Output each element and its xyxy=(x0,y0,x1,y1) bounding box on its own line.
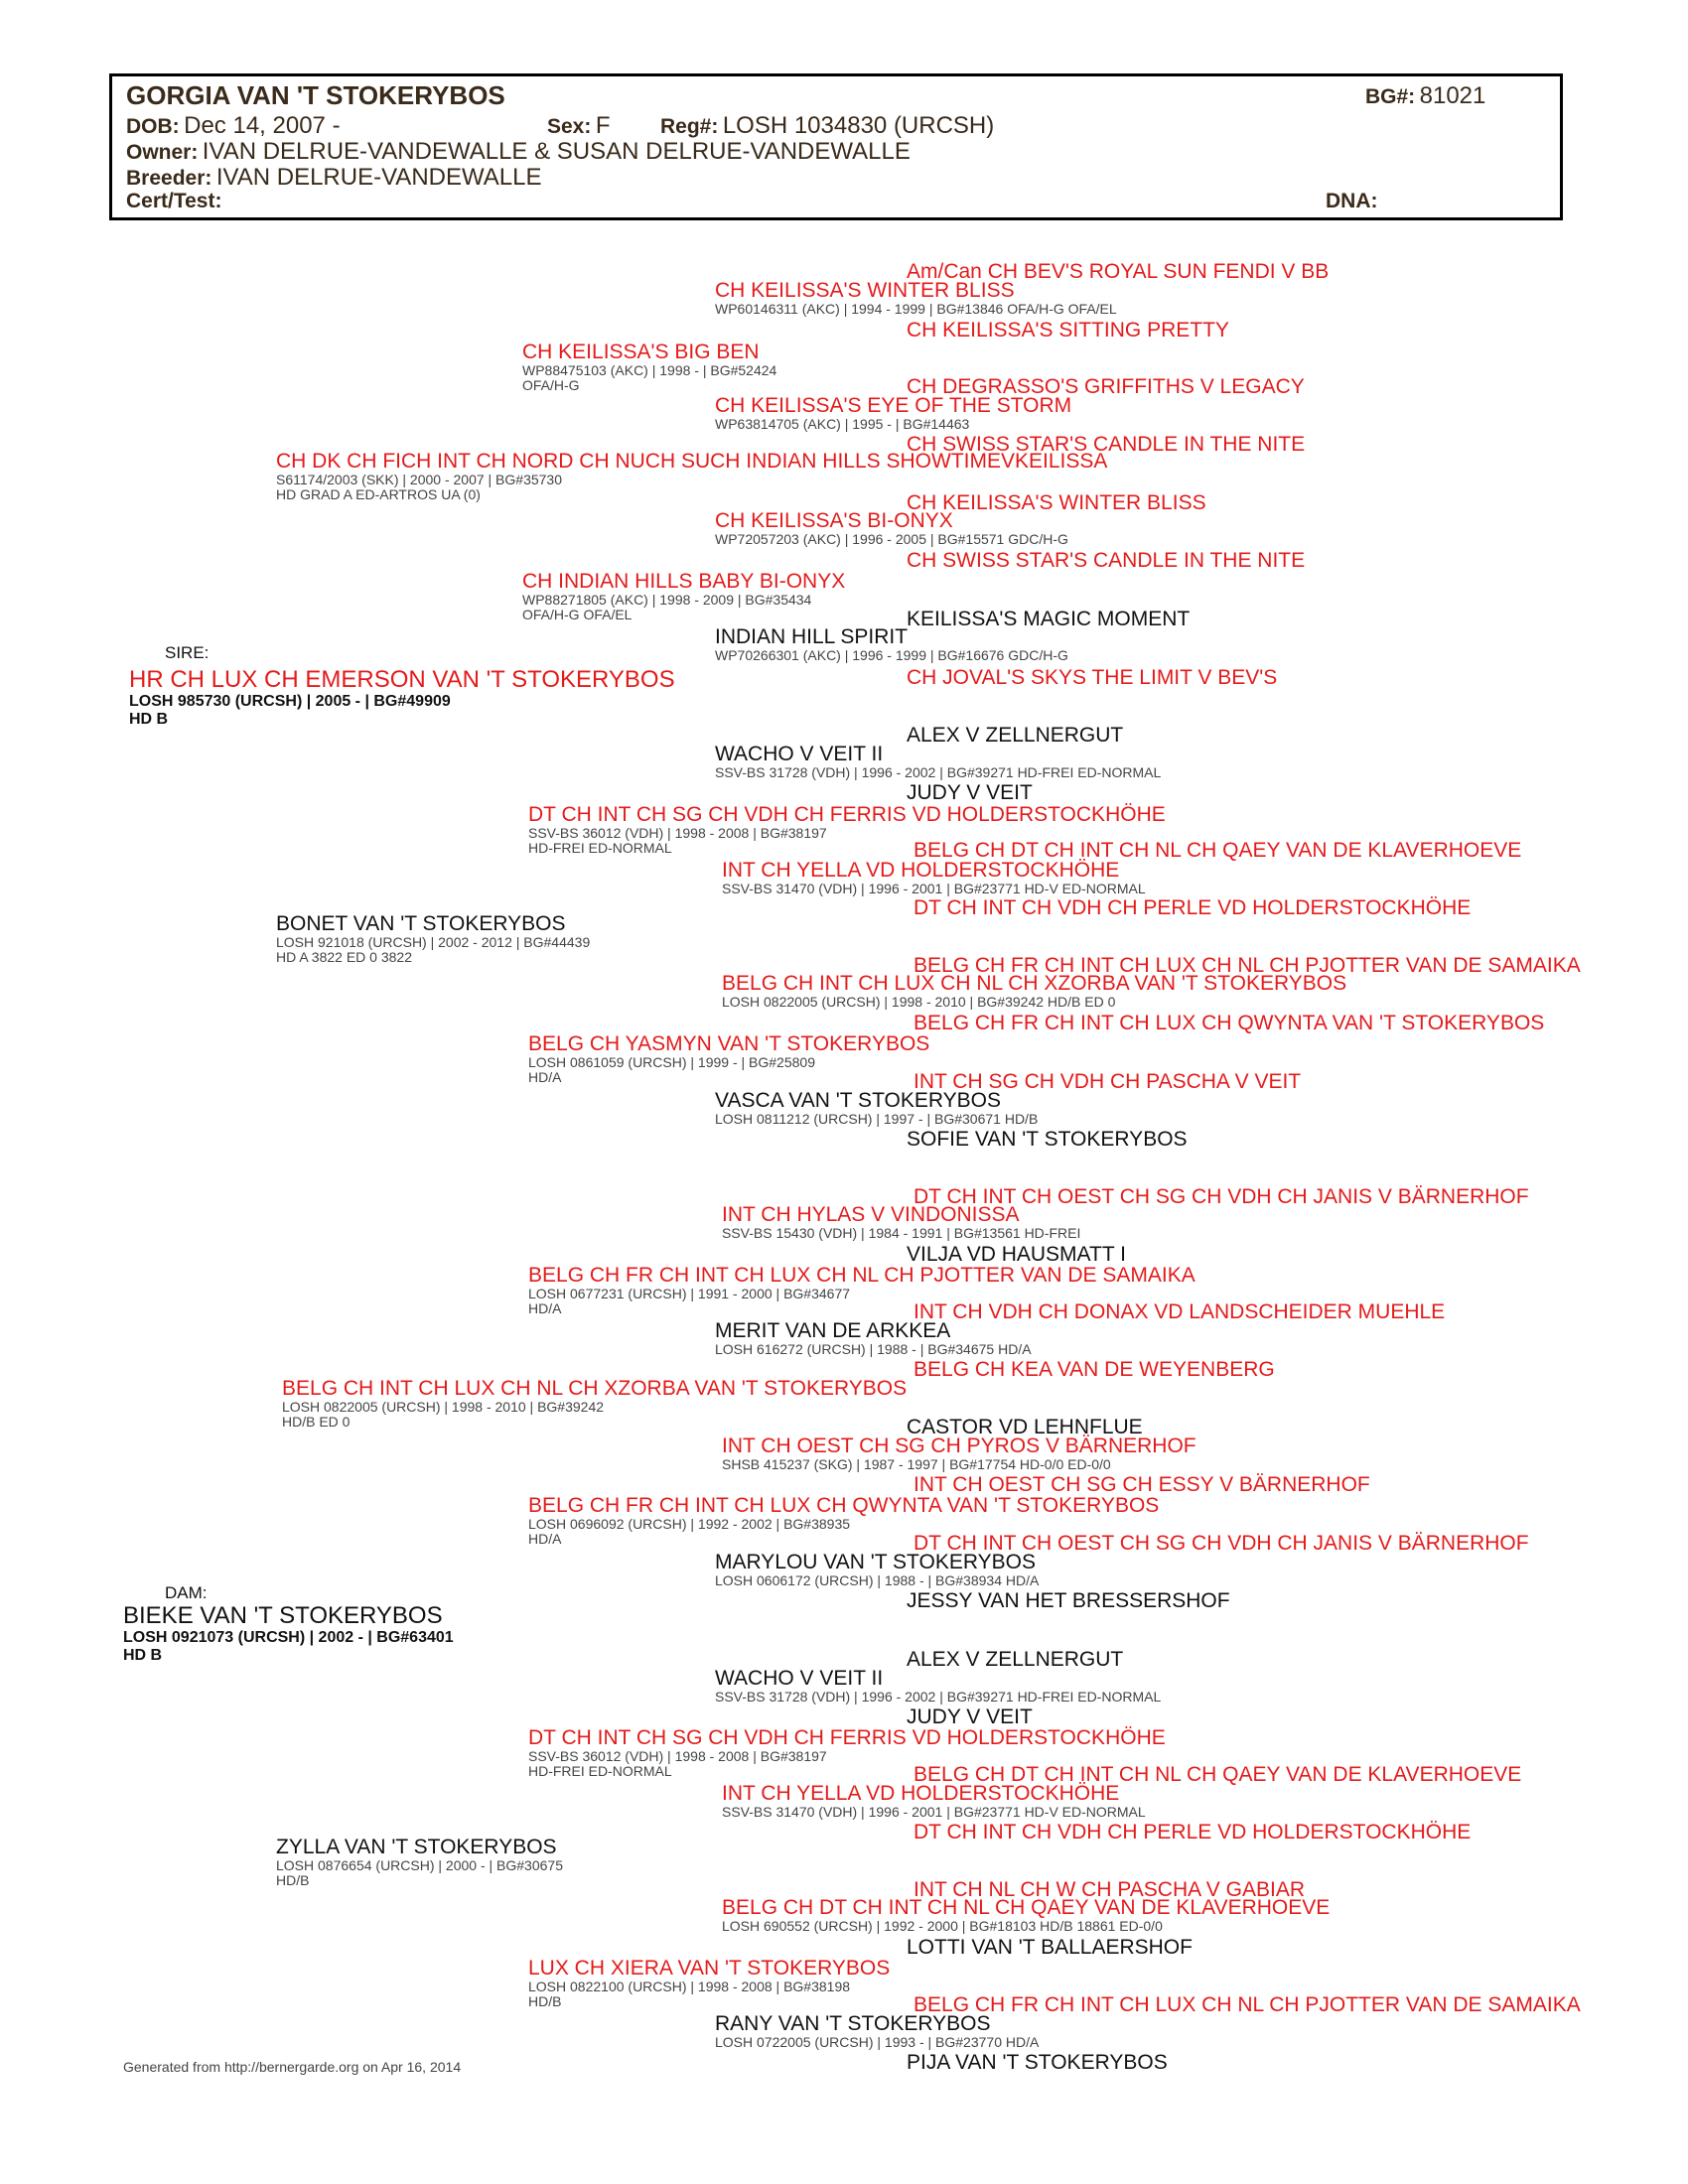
dog-details: LOSH 0822005 (URCSH) | 1998 - 2010 | BG#39242 xyxy=(282,1399,605,1415)
dog-name-link[interactable]: MERIT VAN DE ARKKEA xyxy=(715,1319,951,1342)
pedigree-entry xyxy=(907,2052,1168,2074)
dog-name-link[interactable]: CH KEILISSA'S BIG BEN xyxy=(522,341,760,363)
dog-name: GORGIA VAN 'T STOKERYBOS xyxy=(126,80,505,110)
dog-name-link[interactable]: INT CH OEST CH SG CH ESSY V BÄRNERHOF xyxy=(914,1473,1370,1496)
pedigree-entry xyxy=(722,1204,1080,1241)
dog-details: HD GRAD A ED-ARTROS UA (0) xyxy=(276,486,481,502)
pedigree-entry xyxy=(715,1090,1038,1127)
dog-name-link[interactable]: WACHO V VEIT II xyxy=(715,1667,884,1690)
dog-details: HD/A xyxy=(528,1069,562,1085)
dog-details: LOSH 0722005 (URCSH) | 1993 - | BG#23770 HD/A xyxy=(715,2034,1040,2050)
pedigree-entry xyxy=(715,744,1161,780)
dog-details: LOSH 0696092 (URCSH) | 1992 - 2002 | BG#38935 xyxy=(528,1516,851,1532)
dog-details: SSV-BS 31470 (VDH) | 1996 - 2001 | BG#23771 HD-V ED-NORMAL xyxy=(722,1804,1146,1820)
dog-name-link[interactable]: CH KEILISSA'S SITTING PRETTY xyxy=(907,319,1229,341)
pedigree-entry xyxy=(715,1552,1039,1588)
dog-name-link[interactable]: DT CH INT CH VDH CH PERLE VD HOLDERSTOCKHÖHE xyxy=(914,896,1472,919)
dog-details: OFA/H-G OFA/EL xyxy=(522,607,633,622)
pedigree-entry xyxy=(528,1958,890,2009)
dog-details: HD/A xyxy=(528,1300,562,1316)
dog-details: SSV-BS 31470 (VDH) | 1996 - 2001 | BG#23771 HD-V ED-NORMAL xyxy=(722,881,1146,896)
pedigree-entry xyxy=(715,395,1071,432)
dog-name-link[interactable]: SOFIE VAN 'T STOKERYBOS xyxy=(907,1128,1188,1151)
dog-name-link[interactable]: INT CH YELLA VD HOLDERSTOCKHÖHE xyxy=(722,859,1120,882)
dog-name-link[interactable]: BELG CH FR CH INT CH LUX CH QWYNTA VAN 'T STOKERYBOS xyxy=(528,1494,1160,1517)
dog-name-link[interactable]: BELG CH KEA VAN DE WEYENBERG xyxy=(914,1358,1275,1381)
cert-label: Cert/Test: xyxy=(126,190,222,212)
pedigree-entry xyxy=(522,571,845,622)
dog-name-link[interactable]: BELG CH DT CH INT CH NL CH QAEY VAN DE KLAVERHOEVE xyxy=(914,839,1522,862)
dog-name-link[interactable]: DT CH INT CH SG CH VDH CH FERRIS VD HOLDERSTOCKHÖHE xyxy=(528,803,1166,826)
owner-value: IVAN DELRUE-VANDEWALLE & SUSAN DELRUE-VANDEWALLE xyxy=(202,138,911,165)
dog-name-link[interactable]: INT CH OEST CH SG CH PYROS V BÄRNERHOF xyxy=(722,1434,1196,1457)
reg-label: Reg#: xyxy=(660,115,719,138)
dog-name-link[interactable]: JUDY V VEIT xyxy=(907,781,1033,804)
pedigree-entry xyxy=(715,2013,1039,2050)
pedigree-entry xyxy=(907,1129,1188,1151)
dam-label: DAM: xyxy=(165,1583,208,1602)
dog-name-link[interactable]: CH KEILISSA'S WINTER BLISS xyxy=(715,279,1015,302)
dog-name-link[interactable]: BONET VAN 'T STOKERYBOS xyxy=(276,912,566,935)
dog-details: SSV-BS 36012 (VDH) | 1998 - 2008 | BG#38197 xyxy=(528,1748,827,1764)
dog-details: HD A 3822 ED 0 3822 xyxy=(276,949,412,965)
reg-value: LOSH 1034830 (URCSH) xyxy=(722,112,995,139)
dob-value: Dec 14, 2007 - xyxy=(184,112,341,139)
dog-name-link[interactable]: KEILISSA'S MAGIC MOMENT xyxy=(907,608,1191,630)
dog-details: WP70266301 (AKC) | 1996 - 1999 | BG#16676 GDC/H-G xyxy=(715,647,1068,663)
dog-name-link[interactable]: DT CH INT CH VDH CH PERLE VD HOLDERSTOCKHÖHE xyxy=(914,1821,1472,1843)
dog-details: HD-FREI ED-NORMAL xyxy=(528,1763,672,1779)
footer-note: Generated from http://bernergarde.org on Apr 16, 2014 xyxy=(123,2059,462,2075)
dog-name-link[interactable]: CH INDIAN HILLS BABY BI-ONYX xyxy=(522,570,846,593)
pedigree-entry xyxy=(722,1783,1146,1820)
dog-name-link[interactable]: RANY VAN 'T STOKERYBOS xyxy=(715,2012,991,2035)
dog-name-link[interactable]: CH DEGRASSO'S GRIFFITHS V LEGACY xyxy=(907,375,1305,398)
dog-name-link[interactable]: JUDY V VEIT xyxy=(907,1706,1033,1728)
dog-details: HD/A xyxy=(528,1531,562,1547)
dog-details: HD B xyxy=(129,711,169,728)
dog-details: SSV-BS 15430 (VDH) | 1984 - 1991 | BG#13561 HD-FREI xyxy=(722,1225,1081,1241)
dog-name-link[interactable]: DT CH INT CH SG CH VDH CH FERRIS VD HOLDERSTOCKHÖHE xyxy=(528,1726,1166,1749)
dog-name-link[interactable]: LUX CH XIERA VAN 'T STOKERYBOS xyxy=(528,1957,891,1979)
dog-details: HD/B ED 0 xyxy=(282,1414,351,1430)
pedigree-entry xyxy=(528,1033,929,1085)
dog-name-link[interactable]: BIEKE VAN 'T STOKERYBOS xyxy=(123,1602,443,1629)
pedigree-entry xyxy=(914,1474,1370,1496)
dog-details: LOSH 985730 (URCSH) | 2005 - | BG#49909 xyxy=(129,693,451,710)
bg-label: BG#: xyxy=(1365,85,1416,108)
pedigree-entry xyxy=(907,782,1033,804)
pedigree-entry xyxy=(907,1244,1126,1266)
dog-details: LOSH 921018 (URCSH) | 2002 - 2012 | BG#44439 xyxy=(276,934,591,950)
dog-details: WP88271805 (AKC) | 1998 - 2009 | BG#35434 xyxy=(522,592,812,608)
dog-name-link[interactable]: VILJA VD HAUSMATT I xyxy=(907,1243,1126,1266)
dog-name-link[interactable]: INT CH VDH CH DONAX VD LANDSCHEIDER MUEHLE xyxy=(914,1300,1446,1323)
dog-name-link[interactable]: BELG CH YASMYN VAN 'T STOKERYBOS xyxy=(528,1032,930,1055)
dog-name-link[interactable]: CH KEILISSA'S BI-ONYX xyxy=(715,509,953,532)
pedigree-entry xyxy=(282,1378,907,1430)
dog-details: HD-FREI ED-NORMAL xyxy=(528,840,672,856)
dog-details: LOSH 0606172 (URCSH) | 1988 - | BG#38934 HD/A xyxy=(715,1572,1040,1588)
pedigree-entry xyxy=(123,1603,454,1665)
dog-name-link[interactable]: INT CH NL CH W CH PASCHA V GABIAR xyxy=(914,1878,1306,1901)
pedigree-entry xyxy=(907,550,1305,572)
pedigree-entry xyxy=(914,1822,1471,1843)
dog-details: HD B xyxy=(123,1647,163,1664)
dog-name-link[interactable]: JESSY VAN HET BRESSERSHOF xyxy=(907,1589,1230,1612)
dog-name-link[interactable]: BELG CH INT CH LUX CH NL CH XZORBA VAN 'T STOKERYBOS xyxy=(722,972,1347,995)
dog-name-link[interactable]: CH KEILISSA'S EYE OF THE STORM xyxy=(715,394,1072,417)
dog-details: LOSH 0811212 (URCSH) | 1997 - | BG#30671 HD/B xyxy=(715,1111,1039,1127)
pedigree-entry xyxy=(129,667,675,729)
dog-details: SSV-BS 31728 (VDH) | 1996 - 2002 | BG#39271 HD-FREI ED-NORMAL xyxy=(715,764,1162,780)
dog-details: SHSB 415237 (SKG) | 1987 - 1997 | BG#17754 HD-0/0 ED-0/0 xyxy=(722,1456,1111,1472)
breeder-value: IVAN DELRUE-VANDEWALLE xyxy=(215,164,542,191)
dog-name-link[interactable]: BELG CH INT CH LUX CH NL CH XZORBA VAN 'T STOKERYBOS xyxy=(282,1377,908,1400)
pedigree-entry xyxy=(715,626,1068,663)
dog-name-link[interactable]: WACHO V VEIT II xyxy=(715,743,884,765)
pedigree-entry xyxy=(715,510,1068,547)
pedigree-entry xyxy=(276,913,590,965)
dog-name-link[interactable]: PIJA VAN 'T STOKERYBOS xyxy=(907,2051,1168,2074)
pedigree-entry xyxy=(914,1013,1544,1034)
dog-name-link[interactable]: BELG CH FR CH INT CH LUX CH NL CH PJOTTER VAN DE SAMAIKA xyxy=(914,1993,1581,2016)
pedigree-entry xyxy=(914,1359,1275,1381)
breeder-label: Breeder: xyxy=(126,167,212,190)
dog-details: OFA/H-G xyxy=(522,377,580,393)
dog-name-link[interactable]: CH KEILISSA'S WINTER BLISS xyxy=(907,491,1206,514)
pedigree-entry xyxy=(907,1706,1033,1728)
dog-name-link[interactable]: MARYLOU VAN 'T STOKERYBOS xyxy=(715,1551,1036,1573)
dog-details: LOSH 0822005 (URCSH) | 1998 - 2010 | BG#39242 HD/B ED 0 xyxy=(722,994,1116,1010)
dog-details: LOSH 0876654 (URCSH) | 2000 - | BG#30675 xyxy=(276,1857,563,1873)
sex-label: Sex: xyxy=(547,115,592,138)
pedigree-entry xyxy=(907,1590,1230,1612)
sire-label: SIRE: xyxy=(165,643,210,662)
dog-name-link[interactable]: BELG CH FR CH INT CH LUX CH NL CH PJOTTER VAN DE SAMAIKA xyxy=(914,954,1581,977)
dog-name-link[interactable]: INT CH SG CH VDH CH PASCHA V VEIT xyxy=(914,1070,1302,1093)
dog-details: WP72057203 (AKC) | 1996 - 2005 | BG#15571 GDC/H-G xyxy=(715,531,1068,547)
dog-name-link[interactable]: INDIAN HILL SPIRIT xyxy=(715,625,909,648)
pedigree-entry xyxy=(276,1837,563,1888)
pedigree-entry xyxy=(907,667,1277,689)
dog-name-link[interactable]: ALEX V ZELLNERGUT xyxy=(907,1648,1124,1671)
pedigree-entry xyxy=(907,320,1229,341)
dna-label: DNA: xyxy=(1326,190,1378,212)
dog-name-link[interactable]: CH DK CH FICH INT CH NORD CH NUCH SUCH INDIAN HILLS SHOWTIMEVKEILISSA xyxy=(276,450,1108,473)
pedigree-entry xyxy=(722,1897,1330,1934)
dog-name-link[interactable]: BELG CH DT CH INT CH NL CH QAEY VAN DE KLAVERHOEVE xyxy=(722,1896,1331,1919)
dog-name-link[interactable]: DT CH INT CH OEST CH SG CH VDH CH JANIS V BÄRNERHOF xyxy=(914,1185,1529,1208)
sex-value: F xyxy=(595,112,611,139)
dog-details: LOSH 690552 (URCSH) | 1992 - 2000 | BG#18103 HD/B 18861 ED-0/0 xyxy=(722,1918,1163,1934)
dog-details: SSV-BS 36012 (VDH) | 1998 - 2008 | BG#38197 xyxy=(528,825,827,841)
dog-details: WP60146311 (AKC) | 1994 - 1999 | BG#13846 OFA/H-G OFA/EL xyxy=(715,301,1117,317)
dog-name-link[interactable]: INT CH YELLA VD HOLDERSTOCKHÖHE xyxy=(722,1782,1120,1805)
dog-details: WP63814705 (AKC) | 1995 - | BG#14463 xyxy=(715,416,970,432)
dog-details: LOSH 0921073 (URCSH) | 2002 - | BG#63401 xyxy=(123,1629,454,1646)
dog-name-link[interactable]: ZYLLA VAN 'T STOKERYBOS xyxy=(276,1836,557,1858)
pedigree-entry xyxy=(715,1668,1161,1705)
dog-details: SSV-BS 31728 (VDH) | 1996 - 2002 | BG#39271 HD-FREI ED-NORMAL xyxy=(715,1689,1162,1705)
dog-name-link[interactable]: CASTOR VD LEHNFLUE xyxy=(907,1416,1143,1438)
pedigree-entry xyxy=(715,280,1117,317)
dog-name-link[interactable]: DT CH INT CH OEST CH SG CH VDH CH JANIS V BÄRNERHOF xyxy=(914,1532,1529,1555)
pedigree-entry xyxy=(722,860,1146,896)
dog-name-link[interactable]: CH SWISS STAR'S CANDLE IN THE NITE xyxy=(907,433,1306,456)
pedigree-entry xyxy=(914,897,1471,919)
dog-details: LOSH 616272 (URCSH) | 1988 - | BG#34675 HD/A xyxy=(715,1341,1032,1357)
dog-name-link[interactable]: HR CH LUX CH EMERSON VAN 'T STOKERYBOS xyxy=(129,666,675,693)
pedigree-entry xyxy=(715,1320,1032,1357)
owner-label: Owner: xyxy=(126,141,199,164)
dog-name-link[interactable]: INT CH HYLAS V VINDONISSA xyxy=(722,1203,1020,1226)
dog-name-link[interactable]: VASCA VAN 'T STOKERYBOS xyxy=(715,1089,1002,1112)
pedigree-entry xyxy=(722,973,1346,1010)
dog-details: HD/B xyxy=(528,1993,562,2009)
dog-name-link[interactable]: Am/Can CH BEV'S ROYAL SUN FENDI V BB xyxy=(907,260,1330,283)
bg-value: 81021 xyxy=(1419,82,1486,109)
dog-name-link[interactable]: CH SWISS STAR'S CANDLE IN THE NITE xyxy=(907,549,1306,572)
dog-name-link[interactable]: BELG CH FR CH INT CH LUX CH NL CH PJOTTER VAN DE SAMAIKA xyxy=(528,1264,1196,1287)
dob-label: DOB: xyxy=(126,115,180,138)
pedigree-entry xyxy=(907,1937,1193,1959)
dog-name-link[interactable]: BELG CH DT CH INT CH NL CH QAEY VAN DE KLAVERHOEVE xyxy=(914,1763,1522,1786)
dog-details: HD/B xyxy=(276,1872,310,1888)
dog-name-link[interactable]: BELG CH FR CH INT CH LUX CH QWYNTA VAN 'T STOKERYBOS xyxy=(914,1012,1545,1034)
dog-details: LOSH 0861059 (URCSH) | 1999 - | BG#25809 xyxy=(528,1054,815,1070)
pedigree-entry xyxy=(522,341,776,393)
dog-name-link[interactable]: ALEX V ZELLNERGUT xyxy=(907,724,1124,747)
dog-details: LOSH 0822100 (URCSH) | 1998 - 2008 | BG#38198 xyxy=(528,1979,851,1994)
dog-name-link[interactable]: CH JOVAL'S SKYS THE LIMIT V BEV'S xyxy=(907,666,1278,689)
dog-details: LOSH 0677231 (URCSH) | 1991 - 2000 | BG#34677 xyxy=(528,1286,851,1301)
pedigree-entry xyxy=(722,1435,1196,1472)
dog-details: WP88475103 (AKC) | 1998 - | BG#52424 xyxy=(522,362,777,378)
dog-details: S61174/2003 (SKK) | 2000 - 2007 | BG#35730 xyxy=(276,472,562,487)
dog-name-link[interactable]: LOTTI VAN 'T BALLAERSHOF xyxy=(907,1936,1193,1959)
